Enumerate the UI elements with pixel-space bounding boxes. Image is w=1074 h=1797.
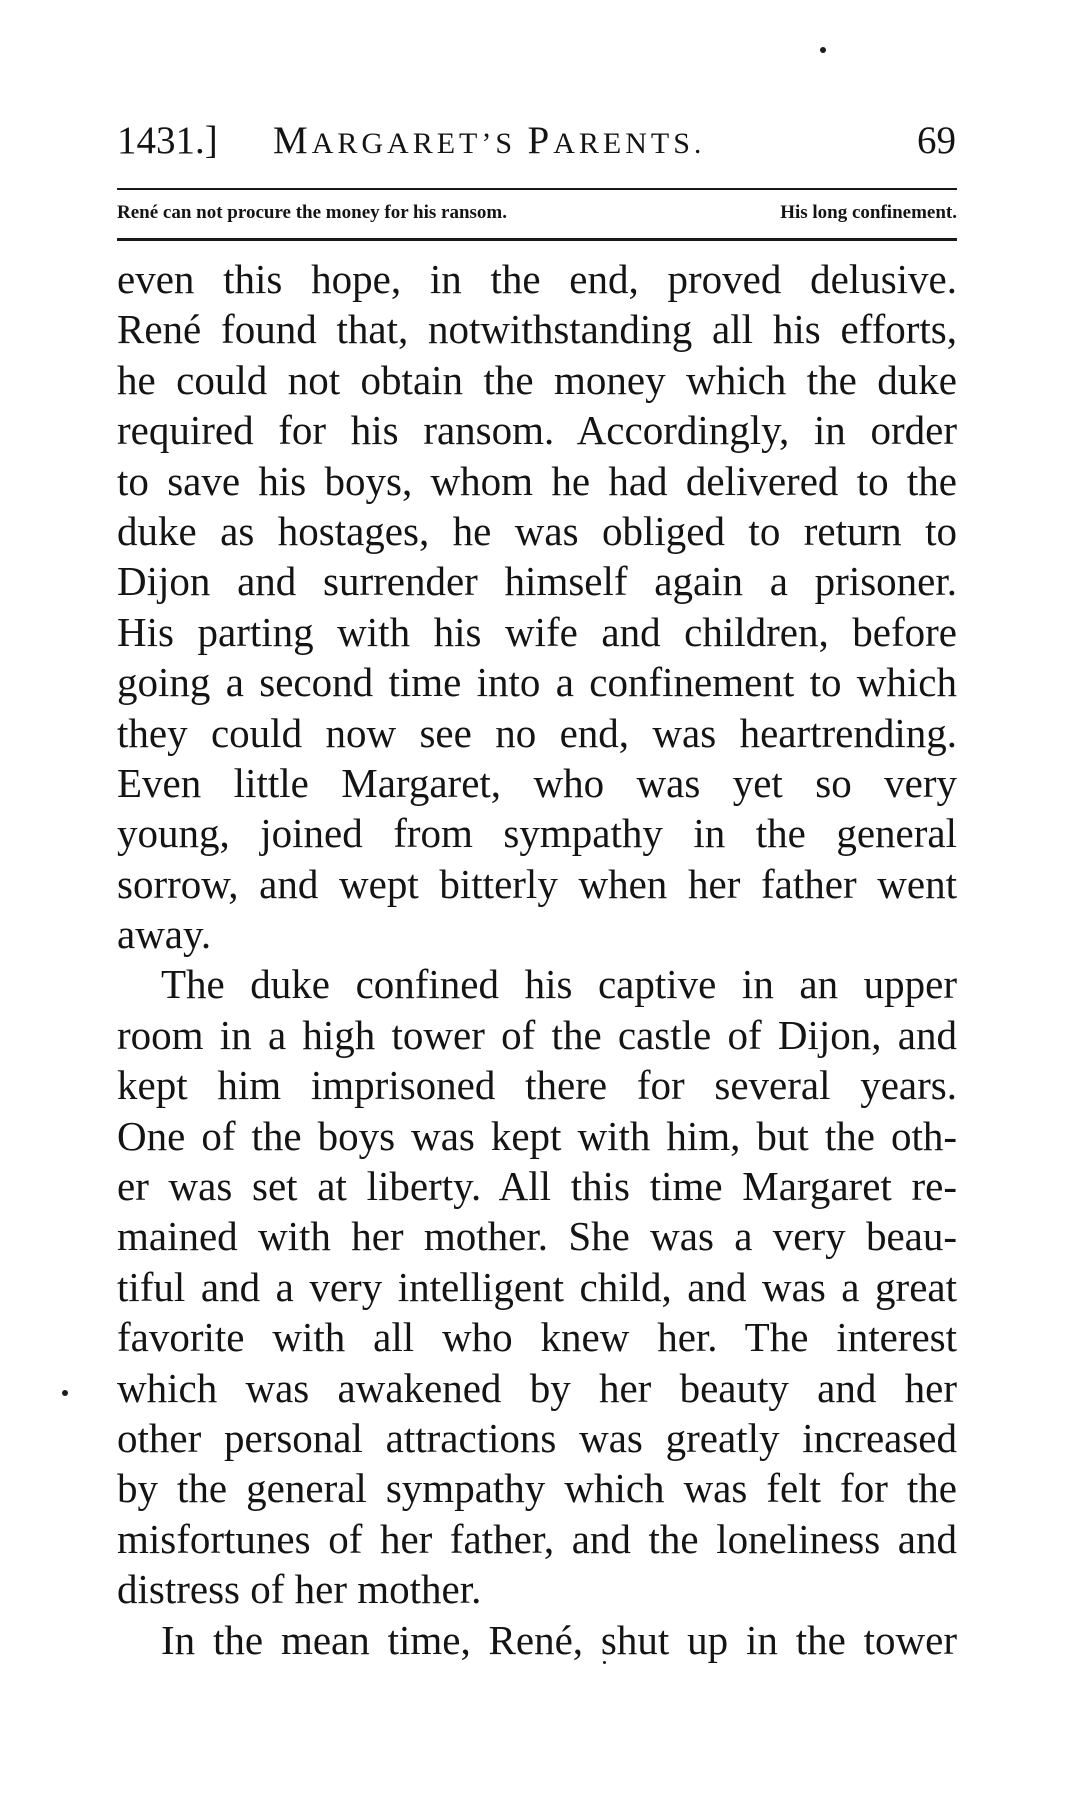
text-line: The duke confined his captive in an upper [161,961,957,1008]
header-year: 1431.] [117,119,218,162]
page-number: 69 [917,119,956,162]
page-header [117,117,957,165]
header-title-initial: P [527,119,554,162]
header-title-initial: M [273,119,312,162]
text-line: other personal attractions was greatly increased [117,1414,957,1461]
body-text [117,254,957,1665]
text-line: even this hope, in the end, proved delusive. [117,256,957,302]
text-line: room in a high tower of the castle of Dijon, and [117,1011,957,1058]
text-line: er was set at liberty. All this time Margaret re- [117,1163,957,1210]
header-title [273,117,705,168]
text-line: Even little Margaret, who was yet so very [117,759,957,806]
text-line: which was awakened by her beauty and her [117,1364,957,1411]
ink-speck [820,47,826,53]
text-line: Dijon and surrender himself again a prisoner. [117,558,957,605]
text-line: One of the boys was kept with him, but the oth- [117,1112,957,1159]
running-summary-left: René can not procure the money for his ransom. [117,202,508,223]
text-line: René found that, notwithstanding all his efforts, [117,306,957,353]
header-rule [117,188,957,190]
text-line: away. [117,911,212,958]
text-line: going a second time into a confinement to which [117,659,957,706]
text-line: kept him imprisoned there for several years. [117,1062,957,1109]
text-line: required for his ransom. Accordingly, in order [117,407,957,454]
text-line: tiful and a very intelligent child, and was a great [117,1263,957,1310]
text-line: young, joined from sympathy in the general [117,810,957,857]
text-line: they could now see no end, was heartrending. [117,709,957,756]
text-line: duke as hostages, he was obliged to return to [117,507,957,554]
summary-rule [117,238,957,241]
text-line: sorrow, and wept bitterly when her father went [117,860,957,907]
text-line: misfortunes of her father, and the loneliness and [117,1515,957,1562]
running-summary-right: His long confinement. [780,202,957,223]
text-line: mained with her mother. She was a very beau- [117,1213,957,1260]
header-title-smallcaps: ARGARET’S [311,127,528,160]
text-line: he could not obtain the money which the duke [117,356,957,403]
ink-speck [62,1390,68,1396]
running-summary [117,198,957,228]
header-title-smallcaps: ARENTS. [553,127,706,160]
text-line: distress of her mother. [117,1566,482,1613]
text-line: favorite with all who knew her. The interest [117,1314,957,1361]
text-line: In the mean time, René, shut up in the tower [161,1616,957,1663]
text-line: His parting with his wife and children, before [117,608,957,655]
text-line: by the general sympathy which was felt for the [117,1465,957,1512]
text-line: to save his boys, whom he had delivered to the [117,457,957,504]
